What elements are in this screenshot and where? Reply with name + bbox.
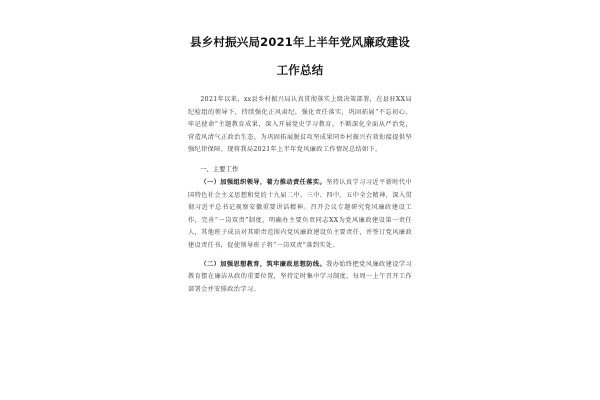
item-1-paragraph	[188, 177, 412, 253]
document-title-line-2: 工作总结	[276, 63, 324, 77]
item-2-paragraph	[188, 259, 412, 297]
item-1-lead: （一）加强组织领导，着力推动责任落实。	[200, 178, 327, 186]
document-title-line-1: 县乡村振兴局2021年上半年党风廉政建设	[189, 35, 410, 49]
item-2-text: 我办始终把党风廉政建设学习教育摆在廉洁从政的重要位置，坚持定时集中学习制度，每周一上午召开工作部署会并安排政治学习。	[188, 260, 412, 293]
item-1-text: 坚持认真学习习近平新时代中国特色社会主义思想和党的十九届二中、三中、四中、五中全会精神，深入贯彻习近平总书记视察安徽重要讲话精神。召开会议专题研究党风廉政建设工作，完善“一岗双责”制度，明确办主要负责同志XX为党风廉政建设第一责任人，其他班子成员对其职责范围内党风廉政建设负主要责任，并签订党风廉政建设责任书，促使领导班子将“一岗双责”落到实处。	[188, 178, 412, 249]
section-heading-main-work: 一、主要工作	[200, 164, 239, 173]
item-2-lead: （二）加强思想教育，筑牢廉政思想防线。	[200, 260, 327, 268]
document-content	[188, 34, 412, 302]
intro-paragraph: 2021年以来，xx县乡村振兴局认真贯彻落实上级决策部署，在县驻XX局纪检组的领导下，持续强化正风肃纪，强化责任落实，巩固拓展“不忘初心、牢记使命”主题教育成果，深入开展党史学习教育，不断深化全面从严治党，营造风清气正政治生态，为巩固拓展脱贫攻坚成果同乡村振兴有效衔接提供坚强纪律保障。现将我局2021年上半年党风廉政工作情况总结如下。	[188, 96, 412, 154]
